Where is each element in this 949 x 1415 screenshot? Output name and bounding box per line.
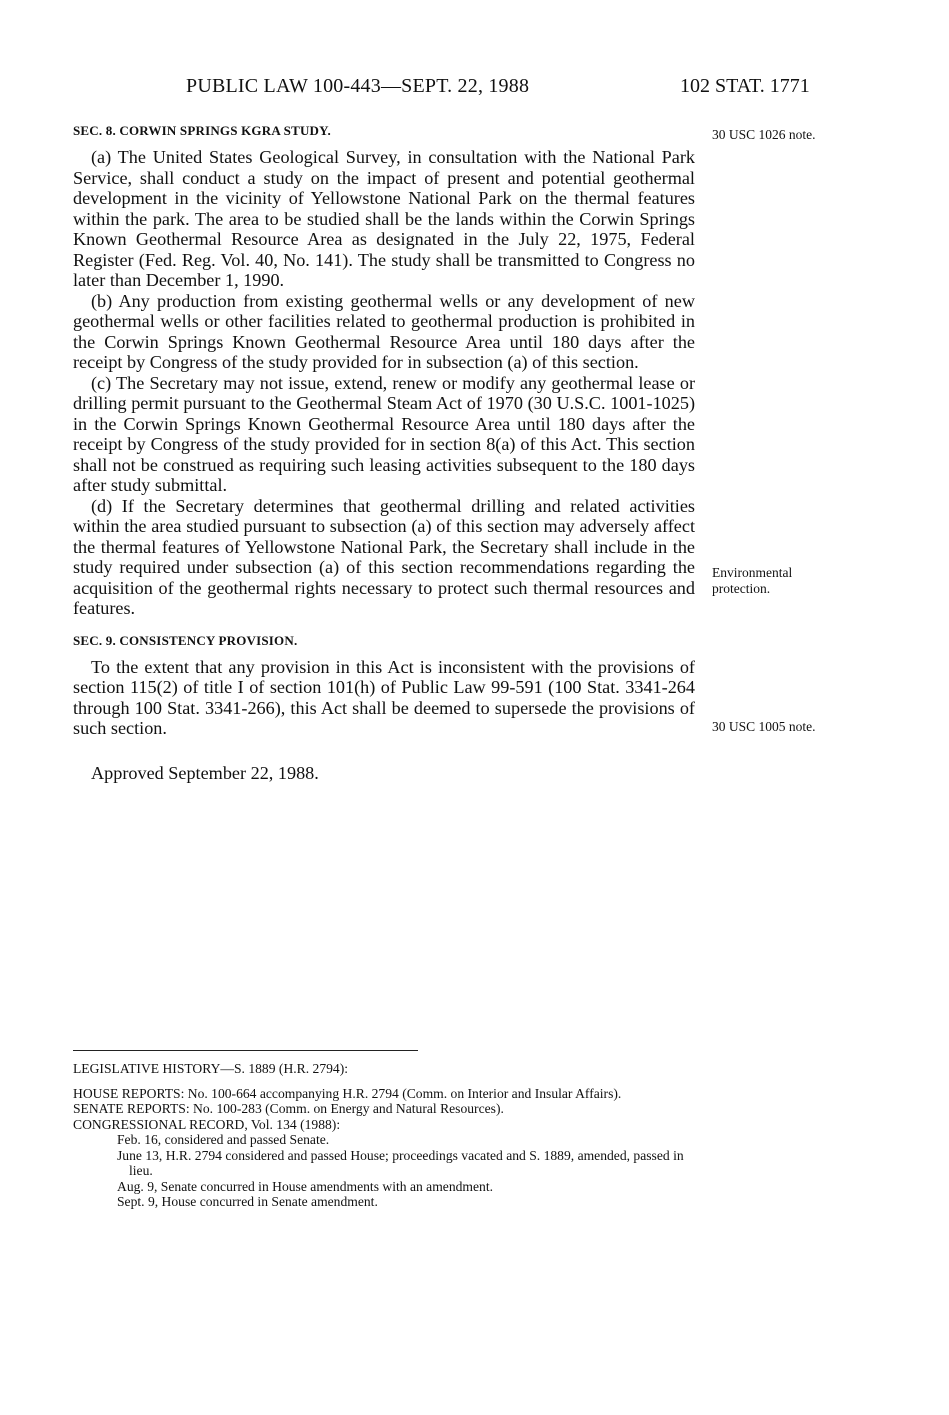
main-text-column xyxy=(73,123,695,783)
running-header-page-number: 102 STAT. 1771 xyxy=(680,75,810,97)
history-entry: Feb. 16, considered and passed Senate. xyxy=(117,1132,330,1147)
section-8-subsection-d: (d) If the Secretary determines that geothermal drilling and related activities within the area studied pursuant to subsection (a) of this section may adversely affect the thermal features of Yellowstone National Park, the Secretary shall include in the study required under subsection (a) of this section recommendations regarding the acquisition of the geothermal rights necessary to protect such thermal resources and features. xyxy=(73,495,695,618)
section-8-subsection-b: (b) Any production from existing geothermal wells or any development of new geothermal wells or other facilities related to geothermal production is prohibited in the Corwin Springs Known Geothermal Resource Area until 180 days after the receipt by Congress of the study provided for in subsection (a) of this section. xyxy=(73,290,695,372)
history-entry: Sept. 9, House concurred in Senate amendment. xyxy=(117,1194,378,1209)
section-8-subsection-c: (c) The Secretary may not issue, extend, renew or modify any geothermal lease or drilling permit pursuant to the Geothermal Steam Act of 1970 (30 U.S.C. 1001-1025) in the Corwin Springs Known Geothermal Resource Area until 180 days after the receipt by Congress of the study provided for in section 8(a) of this Act. This section shall not be construed as requiring such leasing activities subsequent to the 180 days after study submittal. xyxy=(73,372,695,495)
margin-note-environmental-protection: Environmental protection. xyxy=(712,565,793,596)
history-entry: Aug. 9, Senate concurred in House amendments with an amendment. xyxy=(117,1178,493,1194)
section-8-subsection-a: (a) The United States Geological Survey, in consultation with the National Park Service, shall conduct a study on the impact of present and potential geothermal development in the vicinity of Yellowstone National Park on the thermal features within the park. The area to be studied shall be the lands within the Corwin Springs Known Geothermal Resource Area as designated in the July 22, 1975, Federal Register (Fed. Reg. Vol. 40, No. 141). The study shall be transmitted to Congress no later than December 1, 1990. xyxy=(73,147,695,290)
section-9-heading: SEC. 9. CONSISTENCY PROVISION. xyxy=(73,632,298,648)
margin-note-usc-1026: 30 USC 1026 note. xyxy=(712,127,816,142)
margin-note-usc-1005: 30 USC 1005 note. xyxy=(712,719,816,734)
history-entry: June 13, H.R. 2794 considered and passed House; proceedings vacated and S. 1889, amended, passed in lieu. xyxy=(117,1147,684,1178)
legislative-history-title: LEGISLATIVE HISTORY—S. 1889 (H.R. 2794): xyxy=(73,1061,349,1076)
senate-reports: SENATE REPORTS: No. 100-283 (Comm. on Energy and Natural Resources). xyxy=(73,1101,504,1116)
legislative-history xyxy=(73,1061,695,1210)
section-9-text: To the extent that any provision in this Act is inconsistent with the provisions of section 115(2) of title I of section 101(h) of Public Law 99-591 (100 Stat. 3341-264 through 100 Stat. 3341-266), this Act shall be deemed to supersede the provisions of such section. xyxy=(73,656,695,738)
running-header-title: PUBLIC LAW 100-443—SEPT. 22, 1988 xyxy=(186,75,530,97)
footnote-divider xyxy=(73,1050,418,1051)
section-8-heading: SEC. 8. CORWIN SPRINGS KGRA STUDY. xyxy=(73,123,331,138)
congressional-record: CONGRESSIONAL RECORD, Vol. 134 (1988): xyxy=(73,1116,341,1132)
house-reports: HOUSE REPORTS: No. 100-664 accompanying H.R. 2794 (Comm. on Interior and Insular Affairs). xyxy=(73,1085,622,1101)
approval-date: Approved September 22, 1988. xyxy=(91,762,319,783)
